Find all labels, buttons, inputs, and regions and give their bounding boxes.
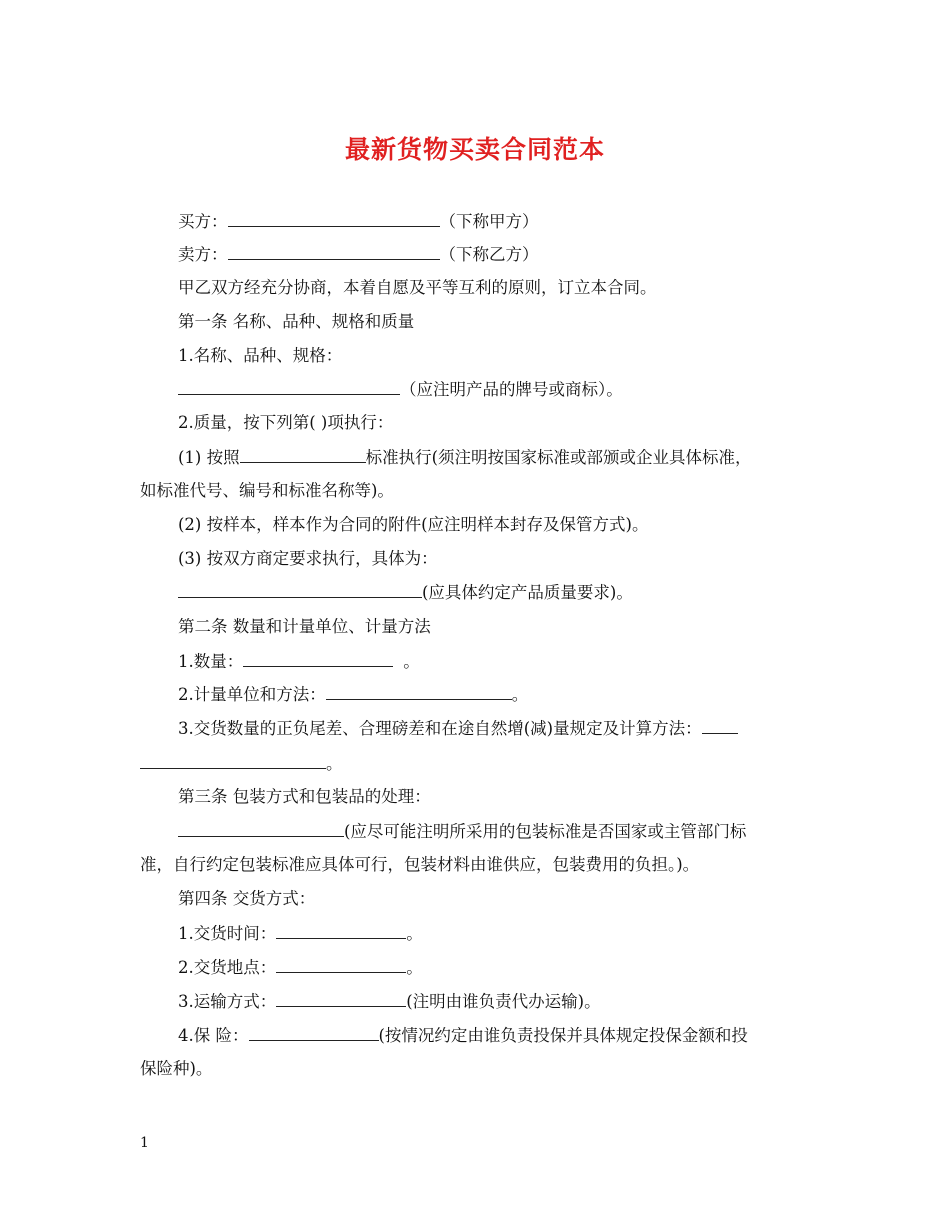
quality-option-3-note: (应具体约定产品质量要求)。 [422,583,633,602]
quality-option-1-prefix: (1) 按照 [178,448,240,467]
delivery-place-end: 。 [406,958,423,977]
article-1-item-1-fill [178,378,623,401]
buyer-suffix: （下称甲方） [439,212,539,231]
article-2-item-2 [178,683,528,706]
buyer-line [178,210,539,233]
quantity-blank[interactable] [243,650,393,667]
delivery-time-label: 1.交货时间： [178,924,277,943]
insurance-label: 4.保 险： [178,1026,249,1045]
article-2-item-3-continued [140,752,343,775]
quality-option-1-continued: 如标准代号、编号和标准名称等)。 [140,481,394,500]
article-3-continued: 准，自行约定包装标准应具体可行，包装材料由谁供应，包装费用的负担。)。 [140,855,700,874]
article-4-item-3 [178,990,601,1013]
measurement-blank[interactable] [326,683,512,700]
quality-option-1 [178,446,752,469]
seller-label: 卖方： [178,245,228,264]
transport-note: (注明由谁负责代办运输)。 [406,992,601,1011]
article-3-fill [178,820,746,843]
tolerance-blank-part1[interactable] [702,717,738,734]
article-4-heading: 第四条 交货方式： [178,889,316,908]
article-2-heading: 第二条 数量和计量单位、计量方法 [178,617,431,636]
measurement-end: 。 [511,685,529,704]
tolerance-blank-part2[interactable] [140,752,326,769]
buyer-blank[interactable] [228,210,440,227]
tolerance-end: 。 [326,754,343,773]
delivery-place-blank[interactable] [276,956,406,973]
article-4-item-1 [178,922,423,945]
delivery-time-end: 。 [406,924,423,943]
delivery-place-label: 2.交货地点： [178,958,277,977]
article-1-item-1-note: （应注明产品的牌号或商标）。 [400,380,623,399]
buyer-label: 买方： [178,212,228,231]
transport-label: 3.运输方式： [178,992,277,1011]
article-1-item-2: 2.质量，按下列第( )项执行： [178,413,394,432]
quality-option-3: (3) 按双方商定要求执行，具体为： [178,549,438,568]
article-2-item-1 [178,650,420,673]
article-1-item-1: 1.名称、品种、规格： [178,346,343,365]
tolerance-label: 3.交货数量的正负尾差、合理磅差和在途自然增(减)量规定及计算方法： [178,719,702,738]
measurement-label: 2.计量单位和方法： [178,685,326,704]
seller-suffix: （下称乙方） [439,245,539,264]
quantity-end: 。 [403,652,420,671]
article-3-heading: 第三条 包装方式和包装品的处理： [178,787,431,806]
article-4-item-4-continued: 保险种)。 [140,1059,213,1078]
intro-text: 甲乙双方经充分协商，本着自愿及平等互利的原则，订立本合同。 [178,278,657,297]
product-name-blank[interactable] [178,378,400,395]
quality-option-2: (2) 按样本，样本作为合同的附件(应注明样本封存及保管方式)。 [178,515,649,534]
article-4-item-2 [178,956,423,979]
seller-blank[interactable] [228,243,440,260]
article-2-item-3 [178,717,738,740]
quality-requirement-blank[interactable] [178,581,422,598]
quantity-label: 1.数量： [178,652,244,671]
quality-option-1-suffix: 标准执行(须注明按国家标准或部颁或企业具体标准， [365,448,752,467]
quality-option-3-fill [178,581,633,604]
transport-blank[interactable] [276,990,406,1007]
article-3-note: (应尽可能注明所采用的包装标准是否国家或主管部门标 [344,822,747,841]
standard-blank[interactable] [240,446,366,463]
page-number: 1 [140,1135,149,1151]
insurance-note: (按情况约定由谁负责投保并具体规定投保金额和投 [378,1026,748,1045]
delivery-time-blank[interactable] [276,922,406,939]
insurance-blank[interactable] [249,1024,379,1041]
packaging-blank[interactable] [178,820,344,837]
article-1-heading: 第一条 名称、品种、规格和质量 [178,312,415,331]
article-4-item-4 [178,1024,748,1047]
seller-line [178,243,539,266]
page-title: 最新货物买卖合同范本 [344,135,605,164]
